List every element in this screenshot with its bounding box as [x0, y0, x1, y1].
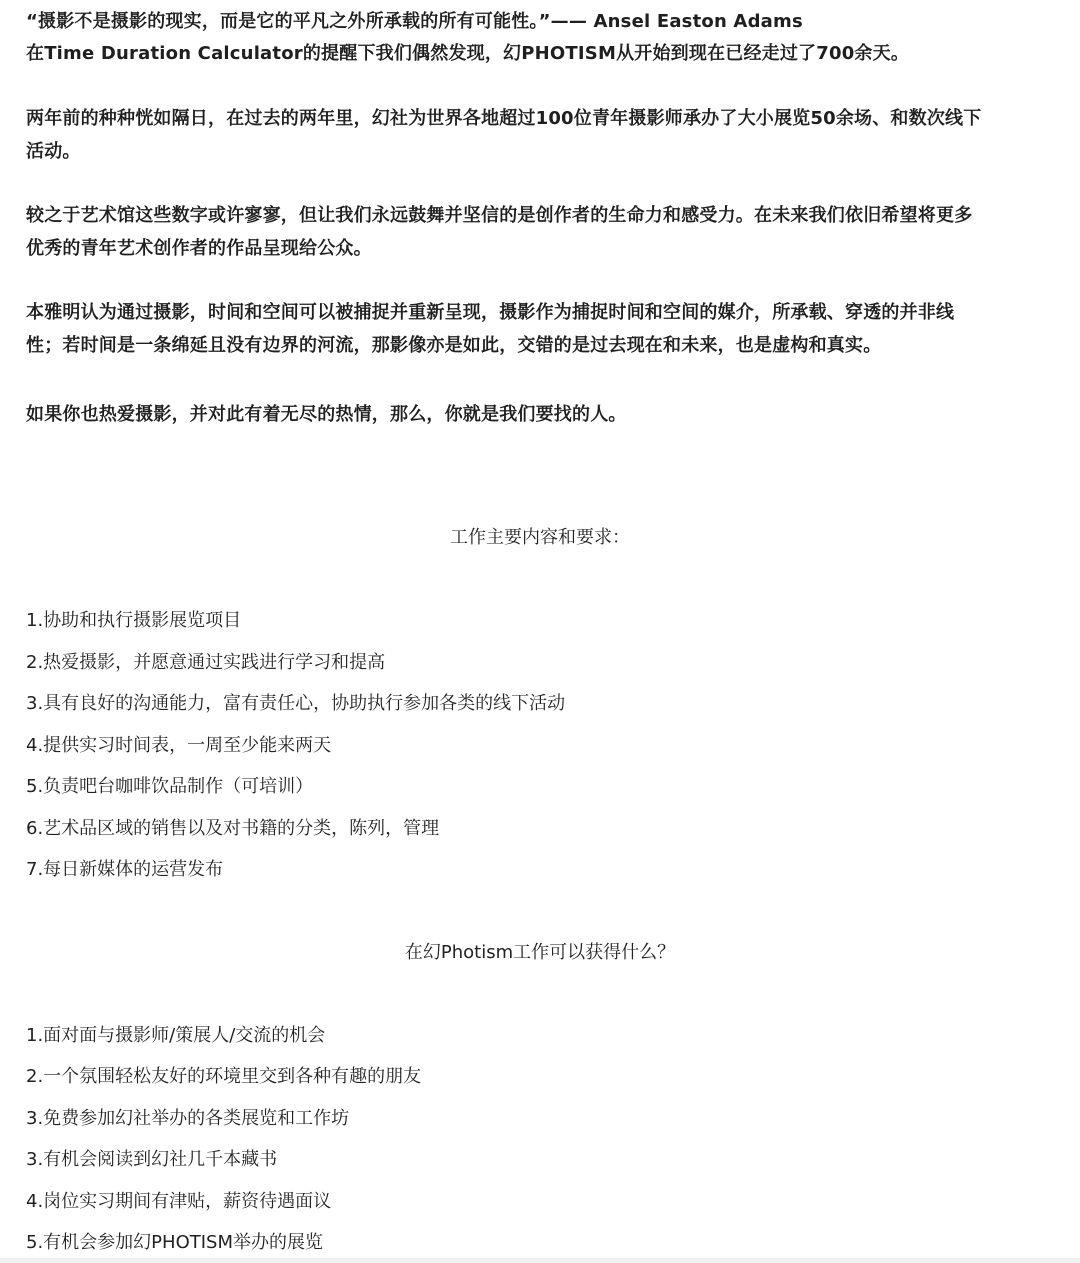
benefit-item: 1.面对面与摄影师/策展人/交流的机会 [26, 1025, 326, 1046]
requirement-item: 7.每日新媒体的运营发布 [26, 859, 224, 880]
benefits-heading: 在幻Photism工作可以获得什么？ [404, 942, 676, 963]
paragraph-1-line-2: 活动。 [26, 141, 81, 162]
benefit-item: 2.一个氛围轻松友好的环境里交到各种有趣的朋友 [26, 1066, 422, 1087]
requirement-item: 4.提供实习时间表，一周至少能来两天 [26, 735, 332, 756]
requirement-item: 6.艺术品区域的销售以及对书籍的分类，陈列，管理 [26, 818, 440, 839]
paragraph-1-line-1: 两年前的种种恍如隔日，在过去的两年里，幻社为世界各地超过100位青年摄影师承办了大小展览50余场、和数次线下 [26, 108, 982, 129]
benefit-item: 4.岗位实习期间有津贴，薪资待遇面议 [26, 1191, 332, 1212]
intro-line-2: 在Time Duration Calculator的提醒下我们偶然发现，幻PHOTISM从开始到现在已经走过了700余天。 [26, 43, 910, 64]
bottom-divider [0, 1258, 1080, 1263]
intro-quote: “摄影不是摄影的现实，而是它的平凡之外所承载的所有可能性。”—— Ansel Easton Adams [26, 11, 803, 32]
benefit-item: 3.免费参加幻社举办的各类展览和工作坊 [26, 1108, 350, 1129]
paragraph-4: 如果你也热爱摄影，并对此有着无尽的热情，那么，你就是我们要找的人。 [26, 404, 627, 425]
requirement-item: 3.具有良好的沟通能力，富有责任心，协助执行参加各类的线下活动 [26, 693, 566, 714]
paragraph-3-line-1: 本雅明认为通过摄影，时间和空间可以被捕捉并重新呈现，摄影作为捕捉时间和空间的媒介，所承载、穿透的并非线 [26, 302, 955, 323]
paragraph-2-line-2: 优秀的青年艺术创作者的作品呈现给公众。 [26, 238, 372, 259]
benefit-item: 3.有机会阅读到幻社几千本藏书 [26, 1149, 278, 1170]
requirement-item: 5.负责吧台咖啡饮品制作（可培训） [26, 776, 314, 797]
requirements-heading: 工作主要内容和要求： [450, 527, 630, 548]
requirement-item: 1.协助和执行摄影展览项目 [26, 610, 242, 631]
paragraph-2-line-1: 较之于艺术馆这些数字或许寥寥，但让我们永远鼓舞并坚信的是创作者的生命力和感受力。在未来我们依旧希望将更多 [26, 205, 973, 226]
benefit-item: 5.有机会参加幻PHOTISM举办的展览 [26, 1232, 323, 1253]
requirement-item: 2.热爱摄影，并愿意通过实践进行学习和提高 [26, 652, 386, 673]
paragraph-3-line-2: 性；若时间是一条绵延且没有边界的河流，那影像亦是如此，交错的是过去现在和未来，也是虚构和真实。 [26, 335, 882, 356]
